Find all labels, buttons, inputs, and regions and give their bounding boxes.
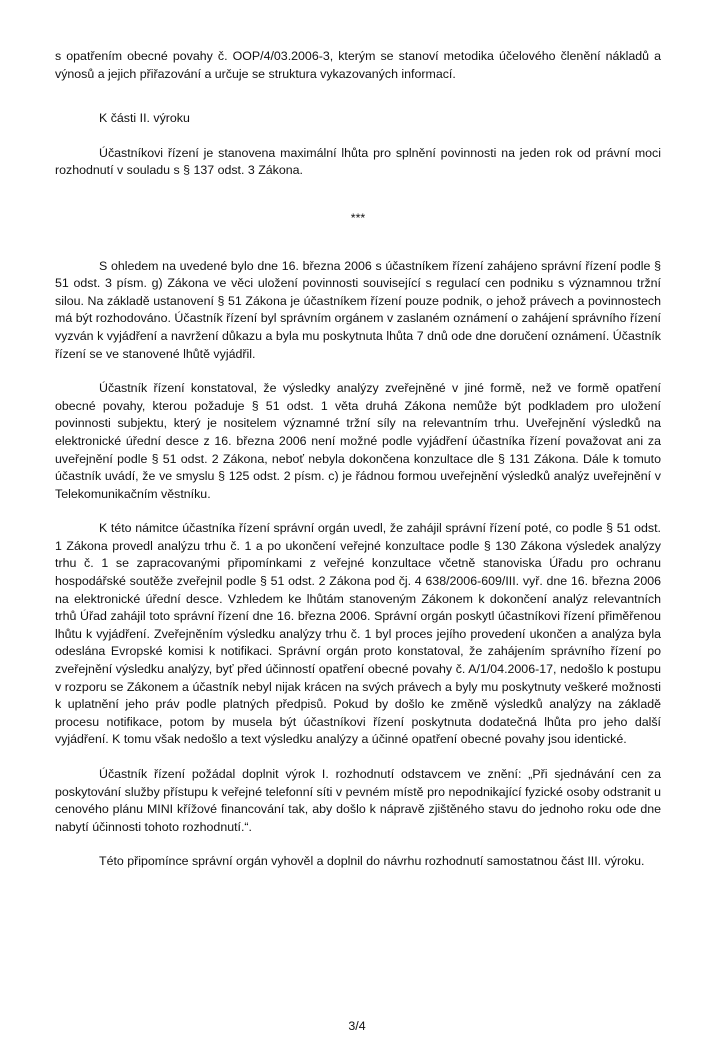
paragraph-deadline: Účastníkovi řízení je stanovena maximální lhůta pro splnění povinnosti na jeden rok od právní moci rozhodnutí v souladu s § 137 odst. 3 Zákona. xyxy=(55,145,661,178)
document-body xyxy=(55,48,661,871)
paragraph-objection: Účastník řízení konstatoval, že výsledky analýzy zveřejněné v jiné formě, než ve formě opatření obecné povahy, kterou požaduje § 51 odst. 1 věta druhá Zákona nemůže být podkladem pro uložení povinnosti subjektu, který je nositelem významné tržní síly na relevantním trhu. Uveřejnění výsledků na elektronické úřední desce z 16. března 2006 není možné podle vyjádření účastníka řízení považovat ani za uveřejnění podle § 51 odst. 2 Zákona, neboť nebyla dokončena konzultace dle § 131 Zákona. Dále k tomuto účastník uvádí, že ve smyslu § 125 odst. 2 písm. c) je řádnou formou uveřejnění výsledků analýz uveřejnění v Telekomunikačním věstníku. xyxy=(55,381,661,501)
paragraph-response: K této námitce účastníka řízení správní orgán uvedl, že zahájil správní řízení poté, co podle § 51 odst. 1 Zákona provedl analýzu trhu č. 1 a po ukončení veřejné konzultace podle § 130 Zákona výsledek analýzy trhu č. 1 se zapracovanými připomínkami z veřejné konzultace včetně stanoviska Úřadu pro ochranu hospodářské soutěže zveřejnil podle § 51 odst. 2 Zákona pod čj. 4 638/2006-609/III. vyř. dne 16. března 2006 na elektronické úřední desce. Vzhledem ke lhůtám stanoveným Zákonem k dokončení analýz relevantních trhů Úřad zahájil toto správní řízení dne 16. března 2006. Správní orgán poskytl účastníkovi řízení přiměřenou lhůtu k vyjádření. Zveřejněním výsledku analýzy trhu č. 1 byl proces jejího provedení ukončen a analýza byla odeslána Evropské komisi k notifikaci. Správní orgán proto konstatoval, že zahájením správního řízení po zveřejnění výsledku analýzy, byť před účinností opatření obecné povahy č. A/1/04.2006-17, nedošlo k postupu v rozporu se Zákonem a účastník nebyl nijak krácen na svých právech a byly mu poskytnuty veškeré možnosti k uplatnění jeho práv podle platných předpisů. Pokud by došlo ke změně výsledků analýzy na základě procesu notifikace, potom by musela být účastníkovi řízení poskytnuta dodatečná lhůta pro jeho další vyjádření. K tomu však nedošlo a text výsledku analýzy a účinné opatření obecné povahy jsou identické. xyxy=(55,521,661,747)
paragraph-resolution: Této připomínce správní orgán vyhověl a doplnil do návrhu rozhodnutí samostatnou část III. výroku. xyxy=(99,854,645,869)
paragraph-continuation: s opatřením obecné povahy č. OOP/4/03.2006-3, kterým se stanoví metodika účelového členění nákladů a výnosů a jejich přiřazování a určuje se struktura vykazovaných informací. xyxy=(55,49,661,81)
paragraph-proceedings: S ohledem na uvedené bylo dne 16. března 2006 s účastníkem řízení zahájeno správní řízení podle § 51 odst. 3 písm. g) Zákona ve věci uložení povinnosti související s regulací cen podniku s významnou tržní silou. Na základě ustanovení § 51 Zákona je účastníkem řízení pouze podnik, o jehož právech a povinnostech má být rozhodováno. Účastník řízení byl správním orgánem v zaslaném oznámení o zahájení správního řízení vyzván k vyjádření a navržení důkazu a byla mu poskytnuta lhůta 7 dnů ode dne doručení oznámení. Účastník řízení se ve stanovené lhůtě vyjádřil. xyxy=(55,258,661,361)
page-number: 3/4 xyxy=(348,1019,366,1033)
paragraph-request: Účastník řízení požádal doplnit výrok I. rozhodnutí odstavcem ve znění: „Při sjednávání cen za poskytování služby přístupu k veřejné telefonní síti v pevném místě pro nepodnikající fyzické osoby odstranit u cenového plánu MINI křížové financování tak, aby došlo k nápravě zjištěného stavu do jednoho roku ode dne nabytí účinnosti tohoto rozhodnutí.“. xyxy=(55,767,661,834)
section-separator: *** xyxy=(350,210,366,225)
section-heading: K části II. výroku xyxy=(99,111,190,126)
